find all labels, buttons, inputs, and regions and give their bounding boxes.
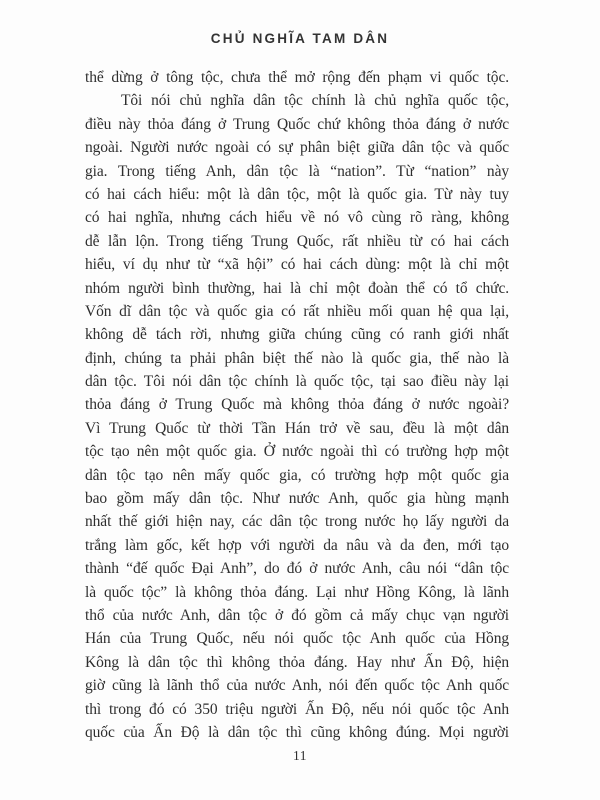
text-line: giờ cũng là lãnh thổ của nước Anh, nói đến quốc tộc Anh quốc [85,677,509,695]
text-line: bao gồm mấy dân tộc. Như nước Anh, quốc gia hùng mạnh [85,490,509,508]
text-line: Tôi nói chủ nghĩa dân tộc chính là chủ nghĩa quốc tộc, [121,92,509,110]
text-line: Vì Trung Quốc từ thời Tần Hán trở về sau, đều là một dân [85,419,509,437]
text-line: là quốc tộc” là không thỏa đáng. Lại như Hồng Kông, là lãnh [85,583,509,601]
text-line: Hán của Trung Quốc, nếu nói quốc tộc Anh quốc của Hồng [85,630,509,648]
running-header: CHỦ NGHĨA TAM DÂN [210,31,390,46]
text-line: điều này thỏa đáng ở Trung Quốc chứ không thỏa đáng ở nước [85,115,509,133]
text-line: có hai nghĩa, nhưng cách hiểu về nó vô cùng rõ ràng, không [85,209,509,227]
text-line: thể dừng ở tông tộc, chưa thể mở rộng đến phạm vi quốc tộc. [85,69,509,86]
text-line: nhất thế giới hiện nay, các dân tộc trong nước họ lấy người da [85,513,509,531]
text-line: Kông là dân tộc thì không thỏa đáng. Hay như Ấn Độ, hiện [85,653,509,671]
text-line: gia. Trong tiếng Anh, dân tộc là “nation”. Từ “nation” này [85,162,509,180]
text-line: quốc của Ấn Độ là dân tộc thì cũng không đúng. Mọi người [85,723,509,741]
text-line: hiểu, ví dụ như từ “xã hội” có hai cách dùng: một là chỉ một [85,256,509,274]
text-line: ngoài. Người nước ngoài có sự phân biệt giữa dân tộc và quốc [85,139,509,157]
body-text [85,66,509,744]
text-line: không dễ tách rời, nhưng giữa chúng cũng có ranh giới nhất [85,326,509,344]
text-line: thỏa đáng ở Trung Quốc mà không thỏa đáng ở nước ngoài? [85,396,509,414]
text-line: tộc tạo nên một quốc gia. Ở nước ngoài thì có trường hợp một [85,443,509,461]
text-line: dễ lẫn lộn. Trong tiếng Trung Quốc, rất nhiều từ có hai cách [85,232,509,250]
text-line: thổ của nước Anh, dân tộc ở đó gồm cả mấy chục vạn người [85,606,509,624]
text-line: có hai cách hiểu: một là dân tộc, một là quốc gia. Từ này tuy [85,185,509,203]
text-line: trắng làm gốc, kết hợp với người da nâu và da đen, mới tạo [85,536,509,554]
text-line: dân tộc tạo nên mấy quốc gia, có trường hợp một quốc gia [85,466,509,484]
text-line: dân tộc. Tôi nói dân tộc chính là quốc tộc, tại sao điều này lại [85,373,509,391]
text-line: nhóm người bình thường, hai là chỉ một đoàn thể có tổ chức. [85,279,509,297]
text-line: định, chúng ta phải phân biệt thế nào là quốc gia, thế nào là [85,349,509,367]
page-number: 11 [293,748,307,763]
text-line: thì trong đó có 350 triệu người Ấn Độ, nếu nói quốc tộc Anh [85,700,509,718]
text-line: Vốn dĩ dân tộc và quốc gia có rất nhiều mối quan hệ qua lại, [85,302,509,320]
text-line: thành “đế quốc Đại Anh”, do đó ở nước Anh, câu nói “dân tộc [85,560,509,578]
